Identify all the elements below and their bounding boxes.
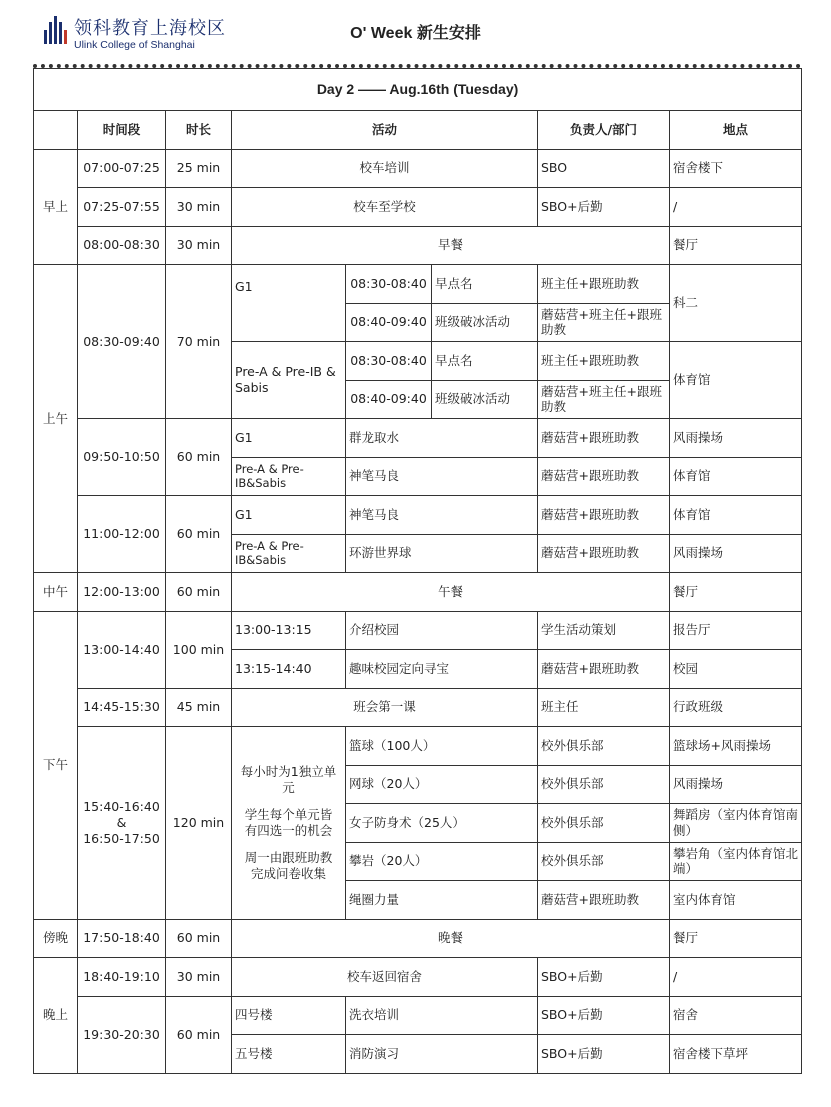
activity-cell: 早点名 — [432, 342, 538, 381]
time-range-a: 15:40-16:40 — [83, 799, 160, 815]
location-cell: 餐厅 — [670, 226, 802, 265]
time-cell: 07:25-07:55 — [78, 188, 166, 227]
activity-cell: 早餐 — [232, 226, 670, 265]
duration-cell: 60 min — [166, 496, 232, 573]
location-cell: 舞蹈房（室内体育馆南侧） — [670, 804, 802, 843]
location-cell: 体育馆 — [670, 457, 802, 496]
time-cell: 08:30-09:40 — [78, 265, 166, 419]
time-cell: 19:30-20:30 — [78, 996, 166, 1073]
duration-cell: 70 min — [166, 265, 232, 419]
header-period — [34, 111, 78, 150]
location-cell: 攀岩角（室内体育馆北端） — [670, 842, 802, 881]
owner-cell: SBO+后勤 — [538, 996, 670, 1035]
subtime-cell: 08:40-09:40 — [346, 303, 432, 342]
owner-cell: 蘑菇营+跟班助教 — [538, 457, 670, 496]
header-time: 时间段 — [78, 111, 166, 150]
duration-cell: 120 min — [166, 727, 232, 920]
time-cell: 07:00-07:25 — [78, 149, 166, 188]
header-owner: 负责人/部门 — [538, 111, 670, 150]
duration-cell: 60 min — [166, 573, 232, 612]
owner-cell: 学生活动策划 — [538, 611, 670, 650]
note-line: 学生每个单元皆有四选一的机会 — [244, 807, 333, 838]
duration-cell: 100 min — [166, 611, 232, 688]
table-header-row — [34, 111, 802, 150]
time-cell: 09:50-10:50 — [78, 419, 166, 496]
owner-cell: SBO — [538, 149, 670, 188]
table-row — [34, 188, 802, 227]
table-row — [34, 149, 802, 188]
location-cell: 风雨操场 — [670, 419, 802, 458]
location-cell: 宿舍楼下草坪 — [670, 1035, 802, 1074]
activity-cell: 神笔马良 — [346, 496, 538, 535]
owner-cell: 蘑菇营+跟班助教 — [538, 650, 670, 689]
time-cell: 08:00-08:30 — [78, 226, 166, 265]
table-row — [34, 226, 802, 265]
time-range-separator: & — [116, 814, 127, 830]
table-row — [34, 688, 802, 727]
subtime-cell: 13:00-13:15 — [232, 611, 346, 650]
location-cell: 室内体育馆 — [670, 881, 802, 920]
activity-cell: 攀岩（20人） — [346, 842, 538, 881]
activity-cell: 神笔马良 — [346, 457, 538, 496]
location-cell: 餐厅 — [670, 573, 802, 612]
owner-cell: 蘑菇营+班主任+跟班助教 — [538, 303, 670, 342]
location-cell: 宿舍 — [670, 996, 802, 1035]
activity-cell: 趣味校园定向寻宝 — [346, 650, 538, 689]
schedule-table — [33, 68, 802, 1074]
activity-cell: 校车返回宿舍 — [232, 958, 538, 997]
period-morning: 上午 — [34, 265, 78, 573]
period-noon: 中午 — [34, 573, 78, 612]
location-cell: 篮球场+风雨操场 — [670, 727, 802, 766]
location-cell: / — [670, 188, 802, 227]
time-cell: 13:00-14:40 — [78, 611, 166, 688]
owner-cell: 校外俱乐部 — [538, 765, 670, 804]
owner-cell: 蘑菇营+跟班助教 — [538, 419, 670, 458]
duration-cell: 30 min — [166, 188, 232, 227]
duration-cell: 30 min — [166, 958, 232, 997]
table-row — [34, 727, 802, 766]
location-cell: 风雨操场 — [670, 765, 802, 804]
location-cell: 校园 — [670, 650, 802, 689]
activity-cell: 洗衣培训 — [346, 996, 538, 1035]
table-row — [34, 573, 802, 612]
owner-cell: 校外俱乐部 — [538, 727, 670, 766]
duration-cell: 30 min — [166, 226, 232, 265]
logo-english-name: Ulink College of Shanghai — [74, 39, 195, 51]
activity-cell: 校车培训 — [232, 149, 538, 188]
activity-cell: 晚餐 — [232, 919, 670, 958]
owner-cell: 蘑菇营+跟班助教 — [538, 496, 670, 535]
group-cell: Pre-A & Pre-IB & Sabis — [232, 342, 346, 419]
period-evening: 傍晚 — [34, 919, 78, 958]
table-row — [34, 611, 802, 650]
page-header — [0, 0, 831, 64]
group-cell: Pre-A & Pre-IB&Sabis — [232, 457, 346, 496]
owner-cell: 班主任 — [538, 688, 670, 727]
activity-cell: 班会第一课 — [232, 688, 538, 727]
location-cell: 风雨操场 — [670, 534, 802, 573]
activity-cell: 女子防身术（25人） — [346, 804, 538, 843]
location-cell: 餐厅 — [670, 919, 802, 958]
location-cell: 宿舍楼下 — [670, 149, 802, 188]
activity-cell: 篮球（100人） — [346, 727, 538, 766]
table-row — [34, 996, 802, 1035]
owner-cell: 校外俱乐部 — [538, 842, 670, 881]
group-cell: 五号楼 — [232, 1035, 346, 1074]
activity-cell: 群龙取水 — [346, 419, 538, 458]
activity-cell: 早点名 — [432, 265, 538, 304]
location-cell: 科二 — [670, 265, 802, 342]
table-row — [34, 919, 802, 958]
location-cell: 报告厅 — [670, 611, 802, 650]
owner-cell: 校外俱乐部 — [538, 804, 670, 843]
table-row — [34, 265, 802, 304]
duration-cell: 60 min — [166, 996, 232, 1073]
owner-cell: SBO+后勤 — [538, 1035, 670, 1074]
activity-cell: 消防演习 — [346, 1035, 538, 1074]
subtime-cell: 08:30-08:40 — [346, 265, 432, 304]
period-afternoon: 下午 — [34, 611, 78, 919]
period-night: 晚上 — [34, 958, 78, 1074]
location-cell: 体育馆 — [670, 342, 802, 419]
logo-chinese-name: 领科教育上海校区 — [74, 18, 226, 39]
document-title: O' Week 新生安排 — [350, 25, 481, 42]
owner-cell: SBO+后勤 — [538, 188, 670, 227]
period-early: 早上 — [34, 149, 78, 265]
owner-cell: 班主任+跟班助教 — [538, 265, 670, 304]
activity-cell: 介绍校园 — [346, 611, 538, 650]
group-cell: G1 — [232, 419, 346, 458]
activity-cell: 班级破冰活动 — [432, 380, 538, 419]
activity-cell: 午餐 — [232, 573, 670, 612]
duration-cell: 60 min — [166, 419, 232, 496]
schedule-table-wrapper — [33, 68, 802, 1074]
header-duration: 时长 — [166, 111, 232, 150]
group-cell: G1 — [232, 265, 346, 342]
group-cell: G1 — [232, 496, 346, 535]
location-cell: / — [670, 958, 802, 997]
subtime-cell: 08:40-09:40 — [346, 380, 432, 419]
location-cell: 体育馆 — [670, 496, 802, 535]
header-activity: 活动 — [232, 111, 538, 150]
subtime-cell: 08:30-08:40 — [346, 342, 432, 381]
table-row — [34, 958, 802, 997]
group-cell: Pre-A & Pre-IB&Sabis — [232, 534, 346, 573]
owner-cell: 蘑菇营+跟班助教 — [538, 881, 670, 920]
time-cell: 11:00-12:00 — [78, 496, 166, 573]
activity-cell: 班级破冰活动 — [432, 303, 538, 342]
note-line: 周一由跟班助教完成问卷收集 — [244, 850, 333, 881]
time-cell: 17:50-18:40 — [78, 919, 166, 958]
location-cell: 行政班级 — [670, 688, 802, 727]
note-cell — [232, 727, 346, 920]
table-row — [34, 419, 802, 458]
owner-cell: SBO+后勤 — [538, 958, 670, 997]
owner-cell: 蘑菇营+跟班助教 — [538, 534, 670, 573]
time-range-b: 16:50-17:50 — [83, 830, 160, 846]
subtime-cell: 13:15-14:40 — [232, 650, 346, 689]
day-title: Day 2 —— Aug.16th (Tuesday) — [34, 69, 802, 111]
header-location: 地点 — [670, 111, 802, 150]
time-cell: 12:00-13:00 — [78, 573, 166, 612]
time-cell — [78, 727, 166, 920]
activity-cell: 网球（20人） — [346, 765, 538, 804]
duration-cell: 25 min — [166, 149, 232, 188]
activity-cell: 绳圈力量 — [346, 881, 538, 920]
time-cell: 14:45-15:30 — [78, 688, 166, 727]
activity-cell: 校车至学校 — [232, 188, 538, 227]
activity-cell: 环游世界球 — [346, 534, 538, 573]
duration-cell: 60 min — [166, 919, 232, 958]
time-cell: 18:40-19:10 — [78, 958, 166, 997]
duration-cell: 45 min — [166, 688, 232, 727]
group-cell: 四号楼 — [232, 996, 346, 1035]
owner-cell: 班主任+跟班助教 — [538, 342, 670, 381]
table-row — [34, 496, 802, 535]
note-line: 每小时为1独立单元 — [240, 763, 337, 795]
owner-cell: 蘑菇营+班主任+跟班助教 — [538, 380, 670, 419]
